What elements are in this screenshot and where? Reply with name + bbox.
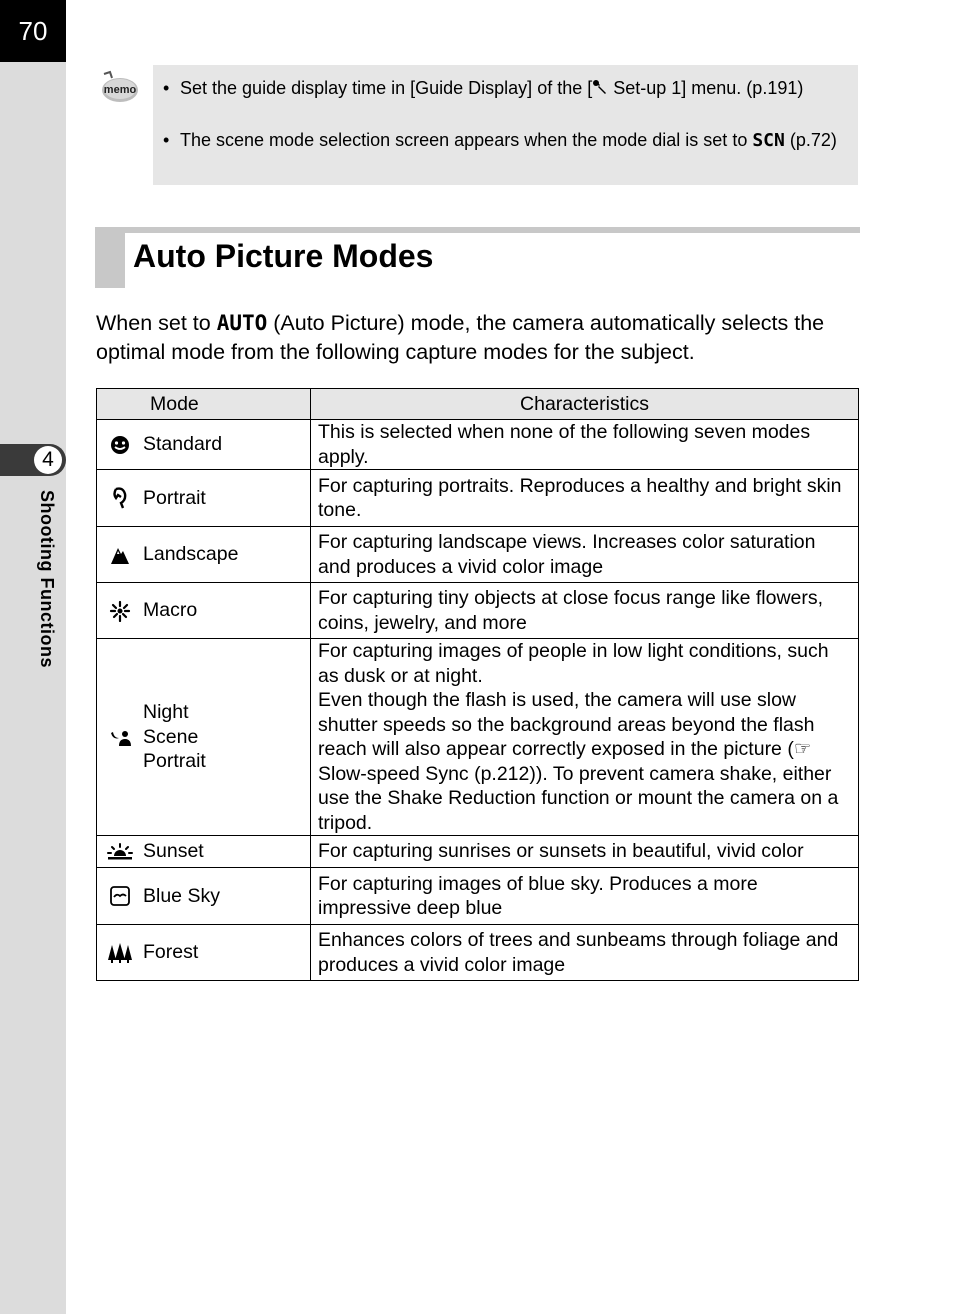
table-row — [97, 836, 859, 868]
mode-label: Sunset — [143, 840, 204, 863]
characteristics-cell: For capturing images of blue sky. Produces a more impressive deep blue — [311, 868, 859, 925]
section-title: Auto Picture Modes — [133, 238, 434, 274]
macro-flower-icon — [97, 600, 143, 622]
characteristics-cell: Enhances colors of trees and sunbeams through foliage and produces a vivid color image — [311, 925, 859, 981]
memo-icon-label: memo — [103, 84, 137, 96]
characteristics-cell: For capturing tiny objects at close focus range like flowers, coins, jewelry, and more — [311, 583, 859, 639]
header-mode: Mode — [97, 389, 311, 420]
night-scene-portrait-icon — [97, 726, 143, 748]
characteristics-cell: For capturing portraits. Reproduces a healthy and bright skin tone. — [311, 470, 859, 527]
chapter-number: 4 — [34, 446, 62, 474]
sunset-icon — [97, 842, 143, 862]
mode-label: Night Scene Portrait — [143, 701, 206, 773]
heading-marker — [95, 227, 125, 288]
characteristics-cell: For capturing images of people in low light conditions, such as dusk or at night. Even though the flash is used, the camera will use slow shutter speeds so the background areas beyond the flash reach will also appear correctly exposed in the picture (☞ Slow-speed Sync (p.212)). To prevent camera shake, either use the Shake Reduction function or mount the camera on a tripod. — [311, 639, 859, 836]
forest-trees-icon — [97, 942, 143, 964]
table-row — [97, 420, 859, 470]
mode-label: Standard — [143, 433, 223, 456]
table-row — [97, 639, 859, 836]
table-header-row — [97, 389, 859, 420]
memo-icon — [98, 70, 140, 111]
mode-label: Forest — [143, 941, 199, 964]
memo-box: • Set the guide display time in [Guide Display] of the [ Set-up 1] menu. (p.191) • The scene mode selection screen appears when the mode dial is set to SCN (p.72) — [153, 65, 858, 185]
table-row — [97, 868, 859, 925]
standard-face-icon — [97, 434, 143, 456]
auto-glyph: AUTO — [216, 311, 268, 335]
wrench-icon — [592, 80, 608, 96]
blue-sky-icon — [97, 885, 143, 907]
chapter-title: Shooting Functions — [37, 490, 57, 668]
mode-label: Macro — [143, 599, 198, 622]
table-row — [97, 925, 859, 981]
intro-paragraph: When set to AUTO (Auto Picture) mode, the camera automatically selects the optimal mode from the following capture modes for the subject. — [96, 311, 825, 364]
table-row — [97, 470, 859, 527]
table-row — [97, 527, 859, 583]
table-row — [97, 583, 859, 639]
page-number: 70 — [0, 0, 66, 62]
mode-label: Blue Sky — [143, 884, 220, 907]
scn-glyph: SCN — [752, 130, 785, 151]
auto-modes-table — [96, 388, 859, 981]
portrait-icon — [97, 486, 143, 510]
characteristics-cell: For capturing landscape views. Increases color saturation and produces a vivid color image — [311, 527, 859, 583]
characteristics-cell: This is selected when none of the following seven modes apply. — [311, 420, 859, 470]
header-characteristics: Characteristics — [311, 389, 859, 420]
heading-rule — [95, 227, 860, 233]
characteristics-cell: For capturing sunrises or sunsets in beautiful, vivid color — [311, 836, 859, 868]
mode-label: Portrait — [143, 486, 206, 509]
landscape-mountain-icon — [97, 544, 143, 566]
mode-label: Landscape — [143, 543, 239, 566]
